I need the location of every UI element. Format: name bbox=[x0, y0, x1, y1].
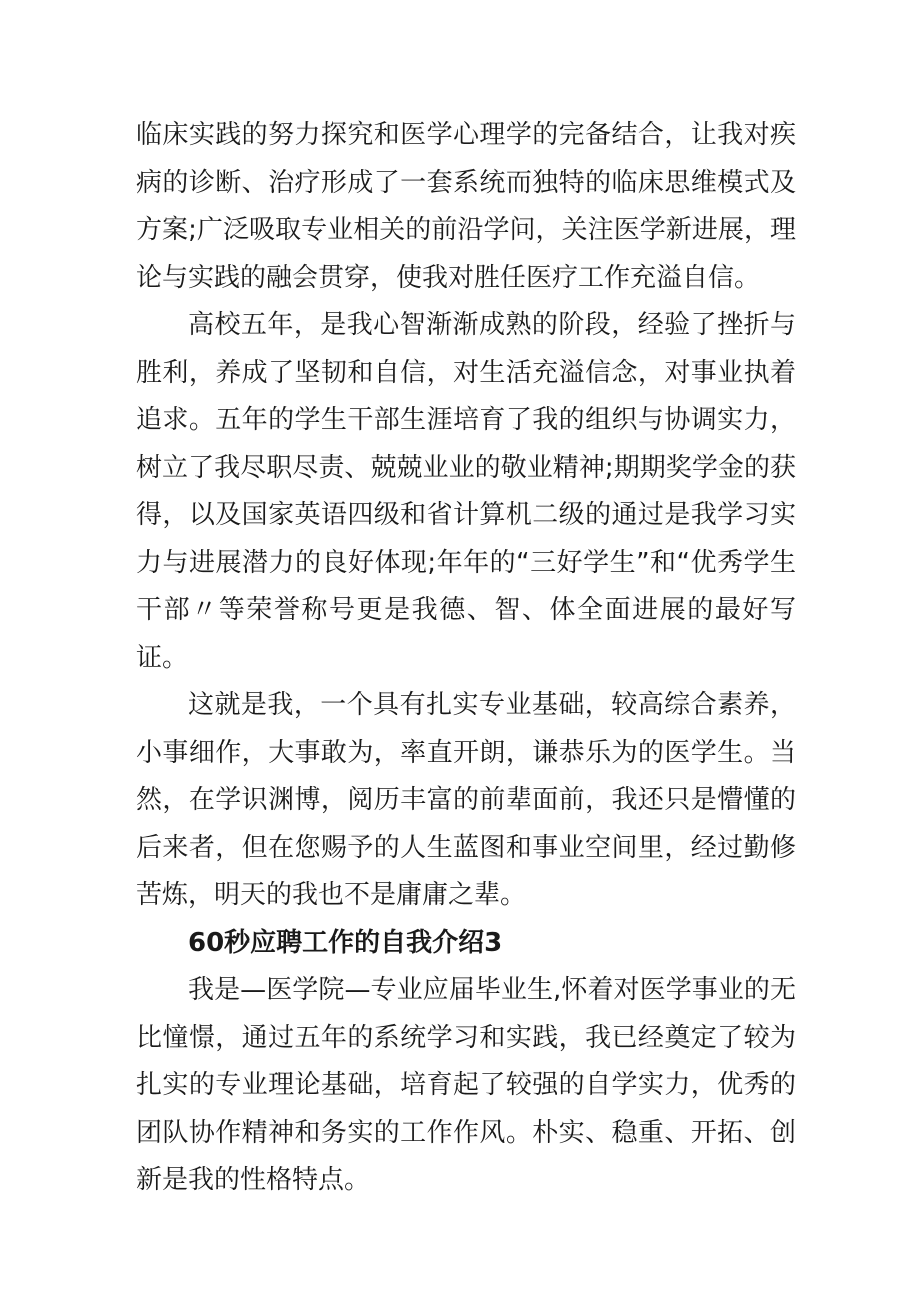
section-heading: 60秒应聘工作的自我介绍3 bbox=[188, 927, 503, 958]
paragraph-introduction-3: 我是—医学院—专业应届毕业生,怀着对医学事业的无比憧憬，通过五年的系统学习和实践，我已经奠定了较为扎实的专业理论基础，培育起了较强的自学实力，优秀的团队协作精神和务实的工作作风。朴实、稳重、开拓、创新是我的性格特点。 bbox=[136, 975, 796, 1195]
paragraph-university-years: 高校五年，是我心智渐渐成熟的阶段，经验了挫折与胜利，养成了坚韧和自信，对生活充溢信念，对事业执着追求。五年的学生干部生涯培育了我的组织与协调实力，树立了我尽职尽责、兢兢业业的敬业精神;期期奖学金的获得，以及国家英语四级和省计算机二级的通过是我学习实力与进展潜力的良好体现;年年的“三好学生”和“优秀学生干部〃等荣誉称号更是我德、智、体全面进展的最好写证。 bbox=[136, 310, 796, 673]
document-body bbox=[136, 112, 796, 1205]
paragraph-this-is-me: 这就是我，一个具有扎实专业基础，较高综合素养，小事细作，大事敢为，率直开朗，谦恭乐为的医学生。当然，在学识渊博，阅历丰富的前辈面前，我还只是懵懂的后来者，但在您赐予的人生蓝图和事业空间里，经过勤修苦炼，明天的我也不是庸庸之辈。 bbox=[136, 690, 796, 910]
paragraph-continuation: 临床实践的努力探究和医学心理学的完备结合，让我对疾病的诊断、治疗形成了一套系统而独特的临床思维模式及方案;广泛吸取专业相关的前沿学问，关注医学新进展，理论与实践的融会贯穿，使我对胜任医疗工作充溢自信。 bbox=[136, 120, 796, 293]
